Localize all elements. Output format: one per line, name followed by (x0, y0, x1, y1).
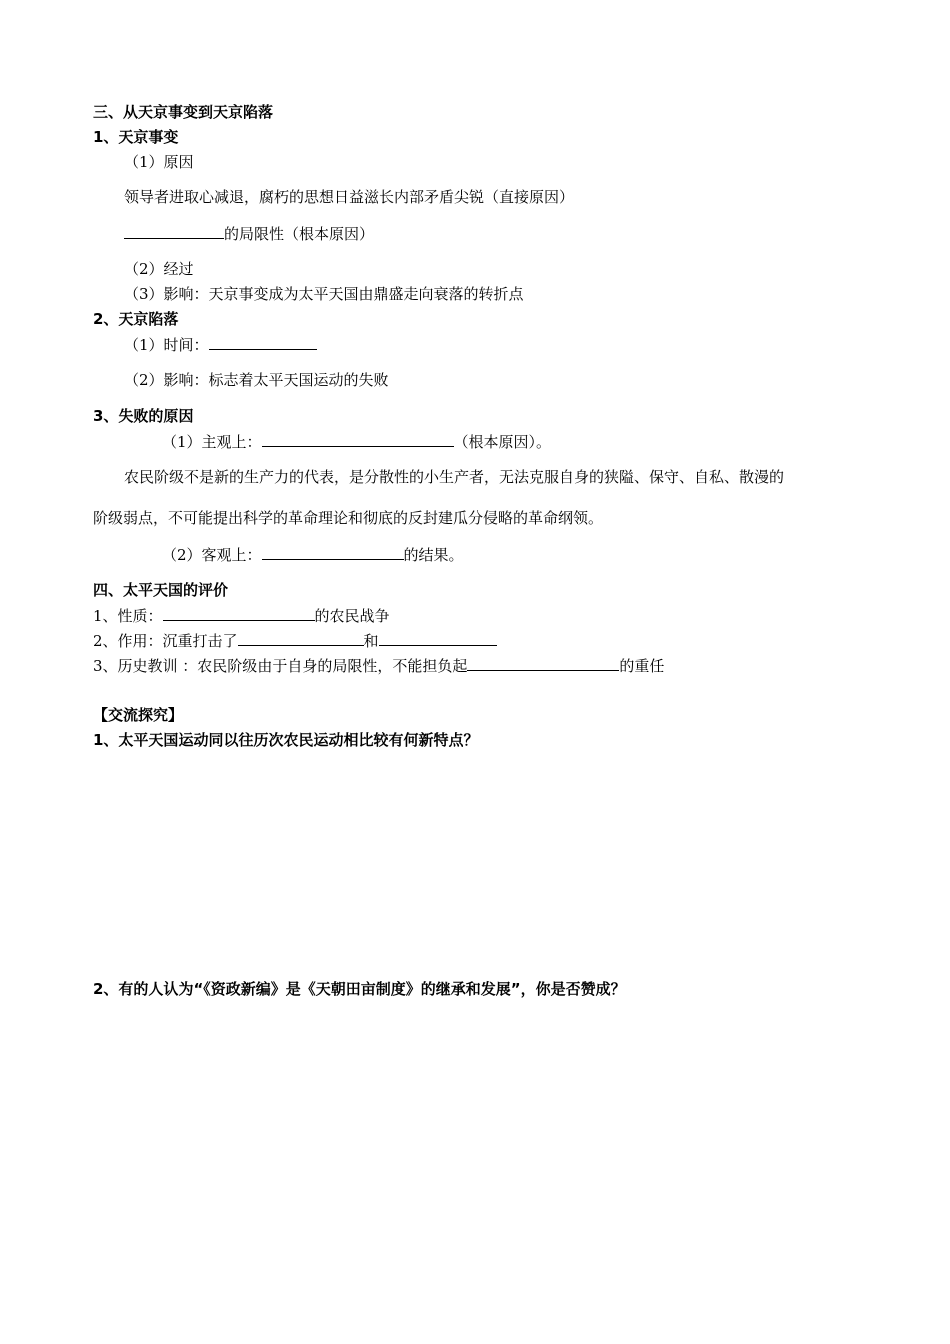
reason-paragraph-line-1: 农民阶级不是新的生产力的代表，是分散性的小生产者，无法克服自身的狭隘、保守、自私、散漫的 (124, 468, 785, 486)
role-label: 2、作用：沉重打击了 (93, 632, 238, 650)
subjective-blank[interactable] (262, 431, 454, 447)
discussion-question-1: 1、太平天国运动同以往历次农民运动相比较有何新特点？ (93, 731, 479, 749)
role-line (93, 630, 497, 651)
heading-tianjing-fall: 2、天京陷落 (93, 310, 179, 328)
lesson-blank[interactable] (467, 655, 619, 671)
role-and: 和 (363, 632, 379, 650)
limitation-blank[interactable] (124, 223, 224, 239)
nature-blank[interactable] (163, 605, 315, 621)
section-4-title: 四、太平天国的评价 (93, 581, 229, 599)
subjective-suffix: （根本原因）。 (453, 433, 552, 451)
objective-line (162, 544, 464, 565)
heading-tianjing-incident: 1、天京事变 (93, 128, 179, 146)
impact-text: （3）影响：天京事变成为太平天国由鼎盛走向衰落的转折点 (124, 285, 524, 303)
reason-paragraph-line-2: 阶级弱点，不可能提出科学的革命理论和彻底的反封建瓜分侵略的革命纲领。 (93, 509, 604, 527)
nature-line (93, 605, 390, 626)
objective-label: （2）客观上： (162, 546, 262, 564)
lesson-label: 3、历史教训 ：农民阶级由于自身的局限性，不能担负起 (93, 657, 468, 675)
heading-failure-reasons: 3、失败的原因 (93, 407, 194, 425)
cause-text: 领导者进取心减退，腐朽的思想日益滋长内部矛盾尖锐（直接原因） (124, 188, 575, 206)
section-3-title: 三、从天京事变到天京陷落 (93, 103, 274, 121)
objective-suffix: 的结果。 (403, 546, 464, 564)
discussion-title: 【交流探究】 (93, 706, 184, 724)
lesson-suffix: 的重任 (619, 657, 665, 675)
limitation-suffix: 的局限性（根本原因） (224, 225, 375, 243)
role-blank-2[interactable] (379, 630, 497, 646)
discussion-question-2: 2、有的人认为“《资政新编》是《天朝田亩制度》的继承和发展”，你是否赞成？ (93, 980, 626, 998)
process-label: （2）经过 (124, 260, 194, 278)
role-blank-1[interactable] (238, 630, 364, 646)
nature-label: 1、性质： (93, 607, 163, 625)
cause-label: （1）原因 (124, 153, 194, 171)
time-line (124, 334, 317, 355)
lesson-line (93, 655, 664, 676)
subjective-line (162, 431, 551, 452)
fall-impact-text: （2）影响：标志着太平天国运动的失败 (124, 371, 389, 389)
limitation-line (124, 223, 374, 244)
subjective-label: （1）主观上： (162, 433, 262, 451)
nature-suffix: 的农民战争 (314, 607, 390, 625)
objective-blank[interactable] (262, 544, 404, 560)
time-blank[interactable] (209, 334, 317, 350)
time-label: （1）时间： (124, 336, 209, 354)
